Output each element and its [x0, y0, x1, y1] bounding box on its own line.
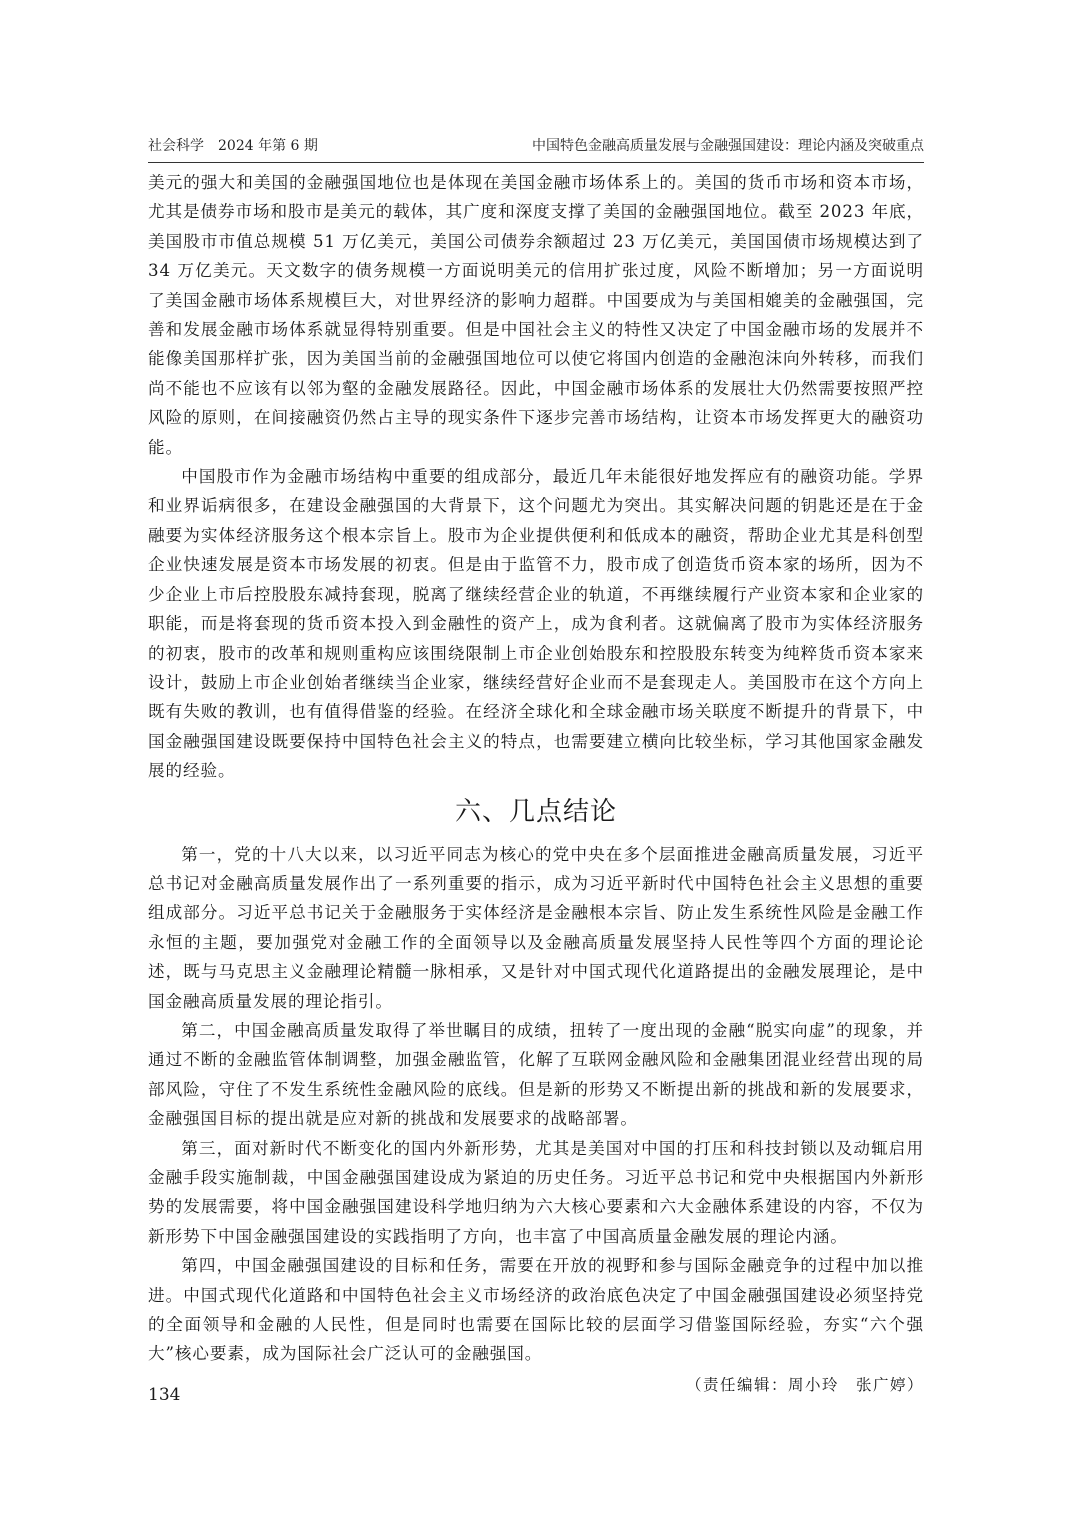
running-header [148, 136, 924, 156]
editor-note: （责任编辑：周小玲 张广婷） [685, 1375, 924, 1394]
paragraph: 第二，中国金融高质量发取得了举世瞩目的成绩，扭转了一度出现的金融“脱实向虚”的现象，并通过不断的金融监管体制调整，加强金融监管，化解了互联网金融风险和金融集团混业经营出现的局部风险，守住了不发生系统性金融风险的底线。但是新的形势又不断提出新的挑战和新的发展要求，金融强国目标的提出就是应对新的挑战和发展要求的战略部署。 [148, 1020, 924, 1129]
paragraph: 中国股市作为金融市场结构中重要的组成部分，最近几年未能很好地发挥应有的融资功能。学界和业界诟病很多，在建设金融强国的大背景下，这个问题尤为突出。其实解决问题的钥匙还是在于金融要为实体经济服务这个根本宗旨上。股市为企业提供便利和低成本的融资，帮助企业尤其是科创型企业快速发展是资本市场发展的初衷。但是由于监管不力，股市成了创造货币资本家的场所，因为不少企业上市后控股股东减持套现，脱离了继续经营企业的轨道，不再继续履行产业资本家和企业家的职能，而是将套现的货币资本投入到金融性的资产上，成为食利者。这就偏离了股市为实体经济服务的初衷，股市的改革和规则重构应该围绕限制上市企业创始股东和控股股东转变为纯粹货币资本家来设计，鼓励上市企业创始者继续当企业家，继续经营好企业而不是套现走人。美国股市在这个方向上既有失败的教训，也有值得借鉴的经验。在经济全球化和全球金融市场关联度不断提升的背景下，中国金融强国建设既要保持中国特色社会主义的特点，也需要建立横向比较坐标，学习其他国家金融发展的经验。 [148, 467, 924, 781]
journal-issue: 社会科学 2024 年第 6 期 [148, 138, 318, 154]
paragraph: 第三，面对新时代不断变化的国内外新形势，尤其是美国对中国的打压和科技封锁以及动辄启用金融手段实施制裁，中国金融强国建设成为紧迫的历史任务。习近平总书记和党中央根据国内外新形势的发展需要，将中国金融强国建设科学地归纳为六大核心要素和六大金融体系建设的内容，不仅为新形势下中国金融强国建设的实践指明了方向，也丰富了中国高质量金融发展的理论内涵。 [148, 1138, 924, 1246]
paragraph: 第四，中国金融强国建设的目标和任务，需要在开放的视野和参与国际金融竞争的过程中加以推进。中国式现代化道路和中国特色社会主义市场经济的政治底色决定了中国金融强国建设必须坚持党的全面领导和金融的人民性，但是同时也需要在国际比较的层面学习借鉴国际经验，夯实“六个强大”核心要素，成为国际社会广泛认可的金融强国。 [148, 1256, 924, 1364]
page-number: 134 [148, 1385, 181, 1405]
paragraph: 美元的强大和美国的金融强国地位也是体现在美国金融市场体系上的。美国的货币市场和资本市场，尤其是债券市场和股市是美元的载体，其广度和深度支撑了美国的金融强国地位。截至 2023 年底，美国股市市值总规模 51 万亿美元，美国公司债券余额超过 23 万亿美元，美国国债市场规模达到了 34 万亿美元。天文数字的债务规模一方面说明美元的信用扩张过度，风险不断增加；另一方面说明了美国金融市场体系规模巨大，对世界经济的影响力超群。中国要成为与美国相媲美的金融强国，完善和发展金融市场体系就显得特别重要。但是中国社会主义的特性又决定了中国金融市场的发展并不能像美国那样扩张，因为美国当前的金融强国地位可以使它将国内创造的金融泡沫向外转移，而我们尚不能也不应该有以邻为壑的金融发展路径。因此，中国金融市场体系的发展壮大仍然需要按照严控风险的原则，在间接融资仍然占主导的现实条件下逐步完善市场结构，让资本市场发挥更大的融资功能。 [148, 173, 924, 457]
article-title-header: 中国特色金融高质量发展与金融强国建设：理论内涵及突破重点 [532, 138, 924, 154]
paragraph: 第一，党的十八大以来，以习近平同志为核心的党中央在多个层面推进金融高质量发展，习近平总书记对金融高质量发展作出了一系列重要的指示，成为习近平新时代中国特色社会主义思想的重要组成部分。习近平总书记关于金融服务于实体经济是金融根本宗旨、防止发生系统性风险是金融工作永恒的主题，要加强党对金融工作的全面领导以及金融高质量发展坚持人民性等四个方面的理论论述，既与马克思主义金融理论精髓一脉相承，又是针对中国式现代化道路提出的金融发展理论，是中国金融高质量发展的理论指引。 [148, 844, 924, 1011]
article-body [148, 168, 924, 1400]
header-rule [148, 162, 924, 163]
section-heading: 六、几点结论 [454, 796, 617, 827]
